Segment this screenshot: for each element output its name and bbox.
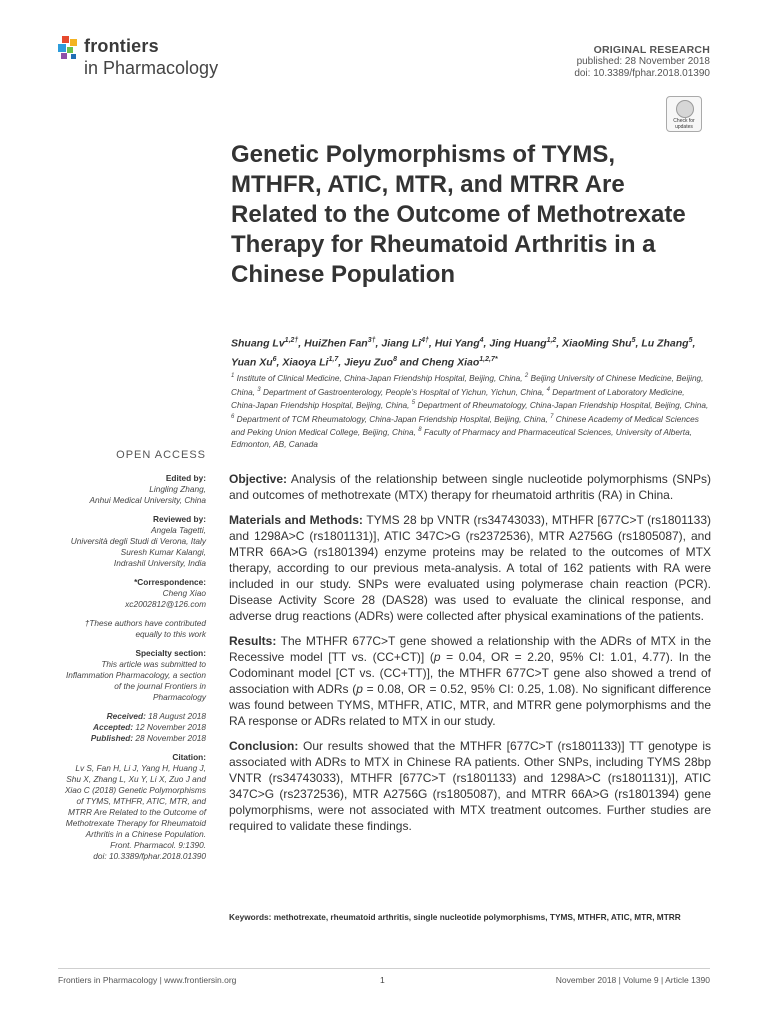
affiliation-text: Chinese Academy of Medical Sciences and Peking Union Medical College, Beijing, China, [231, 413, 699, 438]
author-separator: , [375, 337, 382, 350]
logo-square-3 [58, 44, 66, 52]
author-name[interactable]: Jieyu Zuo [344, 356, 394, 368]
abstract [229, 471, 711, 843]
author-separator: , [483, 337, 490, 350]
author-affiliation-marker: 6 [272, 355, 277, 363]
objective-label: Objective: [229, 472, 288, 486]
author-name[interactable]: Yuan Xu [231, 356, 273, 368]
results-text: The MTHFR 677C>T gene showed a relationship with the ADRs of MTX in the Recessive model [TT vs. (CC+CT)] ( [229, 634, 711, 664]
page-number: 1 [380, 975, 385, 985]
affiliation-number: 7 [550, 413, 554, 420]
logo-square-1 [62, 36, 69, 43]
author-separator: , [428, 337, 435, 350]
logo-square-5 [61, 53, 67, 59]
keywords: Keywords: methotrexate, rheumatoid arthritis, single nucleotide polymorphisms, TYMS, MTHFR, ATIC, MTR, MTRR [229, 912, 681, 922]
abstract-methods [229, 512, 711, 624]
received-value: 18 August 2018 [148, 711, 206, 721]
reviewer-name[interactable]: Suresh Kumar Kalangi, [120, 547, 206, 557]
published-label: Published: [90, 733, 134, 743]
citation-doi[interactable]: doi: 10.3389/fphar.2018.01390 [93, 851, 206, 861]
logo-square-6 [71, 54, 76, 59]
author-separator: , [276, 356, 283, 368]
affiliation-text: Institute of Clinical Medicine, China-Japan Friendship Hospital, Beijing, China, [234, 372, 525, 383]
affiliation-number: 3 [257, 386, 261, 393]
edited-by-label: Edited by: [165, 473, 206, 483]
affiliation-number: 5 [411, 400, 416, 407]
article-title: Genetic Polymorphisms of TYMS, MTHFR, ATIC, MTR, and MTRR Are Related to the Outcome of Methotrexate Therapy for Rheumatoid Arthritis in a Chinese Population [231, 141, 686, 288]
check-updates-icon [676, 100, 694, 118]
logo-square-4 [67, 47, 73, 53]
correspondence-section [60, 577, 206, 610]
affiliation-text: Department of Rheumatology, China-Japan Friendship Hospital, Beijing, China, [415, 399, 709, 410]
author-name[interactable]: Jing Huang [489, 337, 547, 350]
editor-affiliation: Anhui Medical University, China [89, 495, 206, 505]
published-date-sidebar [60, 733, 206, 744]
reviewed-by-label: Reviewed by: [152, 514, 206, 524]
author-affiliation-marker: 3† [367, 337, 376, 344]
reviewer-affiliation: Università degli Studi di Verona, Italy [70, 536, 206, 546]
author-affiliation-marker: 1,2 [546, 337, 557, 344]
author-affiliation-marker: 1,2† [284, 337, 299, 344]
dates-section [60, 711, 206, 744]
results-text: = 0.04, OR = 2.20, 95% CI: 1.01, 4.77). In the Codominant model [CT vs. (CC+TT)], the MTHFR 677C>T gene also showed a trend of association with ADRs ( [229, 650, 712, 696]
article-type: ORIGINAL RESEARCH [593, 44, 710, 56]
open-access-label: OPEN ACCESS [116, 449, 206, 461]
author-affiliation-marker: 5 [631, 337, 636, 344]
footer-divider [58, 968, 710, 969]
conclusion-text: Our results showed that the MTHFR [677C>T (rs1801133)] TT genotype is associated with ADRs to MTX in Chinese RA patients. Other SNPs, including TYMS 28bp VNTR (rs34743033), MTHFR [677C>T (rs1801133) and 1298A>C (rs1801131)], ATIC 347C>G (rs2372536), MTR A2756G (rs1805087), and MTRR 66A>G (rs1801394) gene polymorphisms, were not associated with MTX treatment outcomes. Further studies are required to validate these findings. [229, 739, 711, 833]
logo-journal-name: in Pharmacology [84, 58, 219, 78]
affiliation-text: Department of Gastroenterology, People’s Hospital of Yichun, Yichun, China, [260, 386, 547, 397]
affiliation-text: Beijing University of Chinese Medicine, Beijing, China, [231, 372, 704, 397]
objective-text: Analysis of the relationship between single nucleotide polymorphisms (SNPs) and outcomes of methotrexate (MTX) therapy for rheumatoid arthritis (RA) in China. [229, 472, 711, 502]
citation-section [60, 752, 206, 862]
author-affiliation-marker: 4† [421, 337, 429, 344]
edited-by-section [60, 473, 206, 506]
reviewer-name[interactable]: Angela Tagetti, [150, 525, 206, 535]
author-name[interactable]: XiaoMing Shu [562, 337, 632, 350]
p-value-symbol: p [433, 650, 441, 664]
specialty-label: Specialty section: [135, 648, 206, 658]
author-name[interactable]: Lu Zhang [641, 337, 689, 350]
doi-link[interactable]: doi: 10.3389/fphar.2018.01390 [574, 68, 710, 79]
author-separator: , [338, 356, 345, 368]
author-name[interactable]: Shuang Lv [231, 337, 285, 350]
p-value-symbol: p [356, 682, 363, 696]
results-label: Results: [229, 634, 277, 648]
footer-journal-link[interactable]: Frontiers in Pharmacology | www.frontiersin.org [58, 975, 237, 985]
published-value: 28 November 2018 [135, 733, 206, 743]
specialty-text: This article was submitted to Inflammation Pharmacology, a section of the journal Frontiers in Pharmacology [65, 659, 206, 702]
editor-name[interactable]: Lingling Zhang, [149, 484, 206, 494]
received-label: Received: [106, 711, 146, 721]
article-info-sidebar [60, 450, 206, 870]
journal-logo[interactable] [56, 30, 236, 86]
citation-journal: Front. Pharmacol. 9:1390. [110, 840, 206, 850]
author-affiliation-marker: 1,7 [328, 355, 339, 363]
methods-label: Materials and Methods: [229, 513, 363, 527]
author-separator: and [396, 356, 422, 368]
author-name[interactable]: Cheng Xiao [421, 356, 480, 368]
author-affiliation-marker: 1,2,7* [479, 355, 498, 363]
author-affiliation-marker: 5 [688, 337, 693, 344]
author-separator: , [692, 337, 696, 350]
author-name[interactable]: Xiaoya Li [282, 356, 329, 368]
affiliation-text: Faculty of Pharmacy and Pharmaceutical Sciences, University of Alberta, Edmonton, AB, Canada [231, 427, 692, 449]
conclusion-label: Conclusion: [229, 739, 299, 753]
affiliation-number: 4 [546, 386, 550, 393]
frontiers-logo-icon [56, 36, 80, 60]
accepted-date [60, 722, 206, 733]
affiliation-text: Department of Laboratory Medicine, China-Japan Friendship Hospital, Beijing, China, [231, 386, 685, 410]
author-separator: , [556, 337, 563, 350]
reviewer-affiliation: Indrashil University, India [113, 558, 206, 568]
abstract-objective [229, 471, 711, 503]
citation-label: Citation: [172, 752, 206, 762]
correspondence-name: Cheng Xiao [162, 588, 206, 598]
logo-square-2 [70, 39, 77, 46]
author-separator: , [298, 337, 305, 350]
correspondence-email[interactable]: xc2002812@126.com [125, 599, 206, 609]
affiliations [231, 371, 711, 451]
footer-issue-info: November 2018 | Volume 9 | Article 1390 [555, 975, 710, 985]
author-list [231, 333, 711, 370]
article-meta [574, 44, 710, 80]
reviewed-by-section [60, 514, 206, 569]
abstract-conclusion [229, 738, 711, 834]
author-name[interactable]: Hui Yang [434, 337, 480, 350]
check-updates-label: Check for updates [673, 118, 695, 130]
author-separator: , [635, 337, 642, 350]
author-name[interactable]: Jiang Li [381, 337, 422, 350]
specialty-section [60, 648, 206, 703]
methods-text: TYMS 28 bp VNTR (rs34743033), MTHFR [677C>T (rs1801133) and 1298A>C (rs1801131)], ATIC 347C>G (rs2372536), MTR A2756G (rs1805087), and MTRR 66A>G (rs1801394) enzyme proteins may be related to the outcomes of MTX therapy, according to our previous meta-analysis. A total of 162 patients with RA were included in our study. SNPs were evaluated using polymerase chain reaction (PCR). Disease Activity Score 28 (DAS28) was used to evaluate the clinical response, and adverse drug reactions (ADRs) were collected after physical examinations of the patients. [229, 513, 711, 623]
correspondence-label: *Correspondence: [134, 577, 206, 587]
published-date: published: 28 November 2018 [576, 56, 710, 67]
affiliation-number: 2 [524, 373, 529, 379]
affiliation-number: 6 [231, 413, 235, 420]
check-for-updates-button[interactable] [666, 96, 702, 132]
received-date [60, 711, 206, 722]
accepted-value: 12 November 2018 [135, 722, 206, 732]
citation-text: Lv S, Fan H, Li J, Yang H, Huang J, Shu X, Zhang L, Xu Y, Li X, Zuo J and Xiao C (2018) Genetic Polymorphisms of TYMS, MTHFR, ATIC, MTR, and MTRR Are Related to the Outcome of Methotrexate Therapy for Rheumatoid Arthritis in a Chinese Population. [64, 763, 206, 839]
author-name[interactable]: HuiZhen Fan [304, 337, 368, 350]
results-text: = 0.08, OR = 0.52, 95% CI: 0.25, 1.08). No significant difference was found between TYMS, MTHFR, ATIC, MTR, and MTRR gene polymorphisms and the RA response or ADRs related to MTX in our study. [229, 682, 712, 728]
logo-brand: frontiers [84, 36, 159, 56]
accepted-label: Accepted: [92, 722, 134, 732]
abstract-results [229, 633, 711, 729]
affiliation-text: Department of TCM Rheumatology, China-Japan Friendship Hospital, Beijing, China, [234, 413, 551, 424]
equal-contribution-note: †These authors have contributed equally to this work [84, 618, 206, 639]
author-affiliation-marker: 8 [393, 355, 397, 363]
affiliation-number: 8 [418, 427, 422, 434]
author-affiliation-marker: 4 [479, 337, 484, 344]
affiliation-number: 1 [231, 373, 235, 379]
